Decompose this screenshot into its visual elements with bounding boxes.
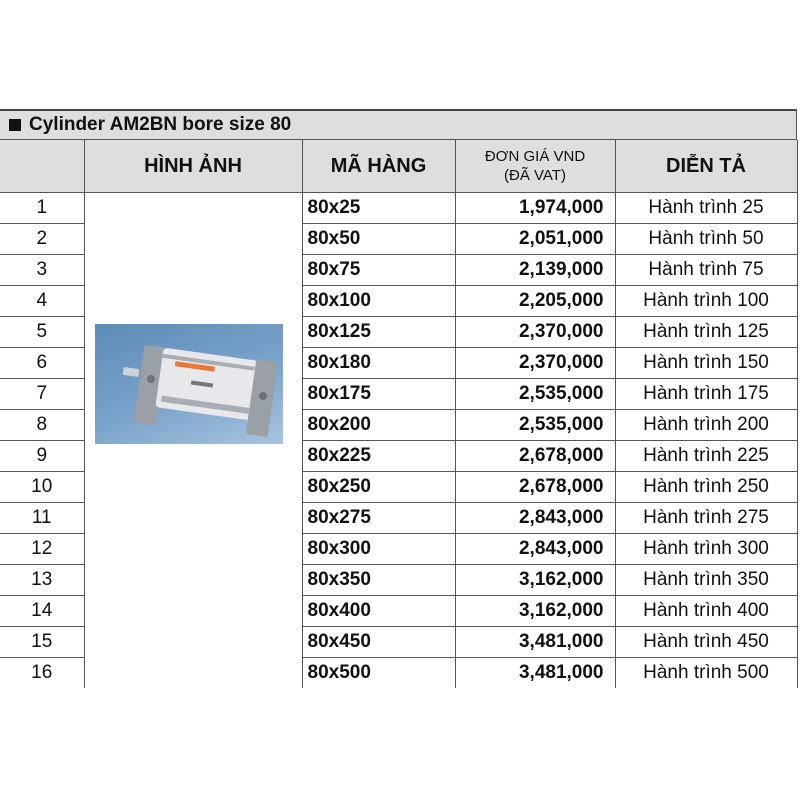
product-code: 80x75 bbox=[302, 255, 455, 286]
product-code: 80x180 bbox=[302, 348, 455, 379]
header-code: MÃ HÀNG bbox=[302, 140, 455, 193]
product-code: 80x500 bbox=[302, 658, 455, 689]
description: Hành trình 75 bbox=[615, 255, 797, 286]
unit-price: 2,535,000 bbox=[455, 410, 615, 441]
table-title: Cylinder AM2BN bore size 80 bbox=[29, 114, 292, 135]
description: Hành trình 500 bbox=[615, 658, 797, 689]
row-index: 16 bbox=[0, 658, 84, 689]
description: Hành trình 150 bbox=[615, 348, 797, 379]
product-code: 80x300 bbox=[302, 534, 455, 565]
description: Hành trình 125 bbox=[615, 317, 797, 348]
row-index: 9 bbox=[0, 441, 84, 472]
description: Hành trình 275 bbox=[615, 503, 797, 534]
header-price bbox=[455, 140, 615, 193]
row-index: 8 bbox=[0, 410, 84, 441]
product-code: 80x250 bbox=[302, 472, 455, 503]
unit-price: 2,843,000 bbox=[455, 503, 615, 534]
unit-price: 2,678,000 bbox=[455, 441, 615, 472]
product-code: 80x175 bbox=[302, 379, 455, 410]
price-sheet bbox=[0, 109, 797, 688]
square-bullet-icon bbox=[9, 119, 21, 131]
product-code: 80x400 bbox=[302, 596, 455, 627]
row-index: 3 bbox=[0, 255, 84, 286]
row-index: 10 bbox=[0, 472, 84, 503]
header-price-line1: ĐƠN GIÁ VND bbox=[484, 148, 586, 165]
unit-price: 3,481,000 bbox=[455, 627, 615, 658]
description: Hành trình 300 bbox=[615, 534, 797, 565]
row-index: 12 bbox=[0, 534, 84, 565]
row-index: 2 bbox=[0, 224, 84, 255]
unit-price: 2,843,000 bbox=[455, 534, 615, 565]
unit-price: 3,481,000 bbox=[455, 658, 615, 689]
description: Hành trình 450 bbox=[615, 627, 797, 658]
row-index: 5 bbox=[0, 317, 84, 348]
unit-price: 2,139,000 bbox=[455, 255, 615, 286]
description: Hành trình 100 bbox=[615, 286, 797, 317]
unit-price: 1,974,000 bbox=[455, 193, 615, 224]
description: Hành trình 25 bbox=[615, 193, 797, 224]
product-code: 80x25 bbox=[302, 193, 455, 224]
row-index: 6 bbox=[0, 348, 84, 379]
table-row bbox=[0, 193, 797, 224]
header-image: HÌNH ẢNH bbox=[84, 140, 302, 193]
description: Hành trình 225 bbox=[615, 441, 797, 472]
product-code: 80x200 bbox=[302, 410, 455, 441]
header-index bbox=[0, 140, 84, 193]
product-image-cell bbox=[84, 193, 302, 689]
description: Hành trình 200 bbox=[615, 410, 797, 441]
unit-price: 2,535,000 bbox=[455, 379, 615, 410]
product-code: 80x350 bbox=[302, 565, 455, 596]
header-row bbox=[0, 140, 797, 193]
description: Hành trình 400 bbox=[615, 596, 797, 627]
row-index: 7 bbox=[0, 379, 84, 410]
header-description: DIỄN TẢ bbox=[615, 140, 797, 193]
product-code: 80x225 bbox=[302, 441, 455, 472]
row-index: 1 bbox=[0, 193, 84, 224]
product-code: 80x100 bbox=[302, 286, 455, 317]
description: Hành trình 350 bbox=[615, 565, 797, 596]
unit-price: 2,205,000 bbox=[455, 286, 615, 317]
row-index: 11 bbox=[0, 503, 84, 534]
description: Hành trình 175 bbox=[615, 379, 797, 410]
header-price-line2: (ĐÃ VAT) bbox=[504, 167, 566, 184]
description: Hành trình 50 bbox=[615, 224, 797, 255]
product-code: 80x125 bbox=[302, 317, 455, 348]
description: Hành trình 250 bbox=[615, 472, 797, 503]
product-code: 80x275 bbox=[302, 503, 455, 534]
table-title-row bbox=[0, 109, 797, 140]
row-index: 14 bbox=[0, 596, 84, 627]
product-image bbox=[95, 324, 283, 444]
unit-price: 2,051,000 bbox=[455, 224, 615, 255]
unit-price: 2,370,000 bbox=[455, 348, 615, 379]
product-code: 80x50 bbox=[302, 224, 455, 255]
price-table bbox=[0, 140, 798, 688]
unit-price: 2,678,000 bbox=[455, 472, 615, 503]
product-code: 80x450 bbox=[302, 627, 455, 658]
row-index: 13 bbox=[0, 565, 84, 596]
unit-price: 3,162,000 bbox=[455, 596, 615, 627]
unit-price: 2,370,000 bbox=[455, 317, 615, 348]
row-index: 4 bbox=[0, 286, 84, 317]
unit-price: 3,162,000 bbox=[455, 565, 615, 596]
row-index: 15 bbox=[0, 627, 84, 658]
cylinder-illustration-icon bbox=[95, 324, 283, 444]
